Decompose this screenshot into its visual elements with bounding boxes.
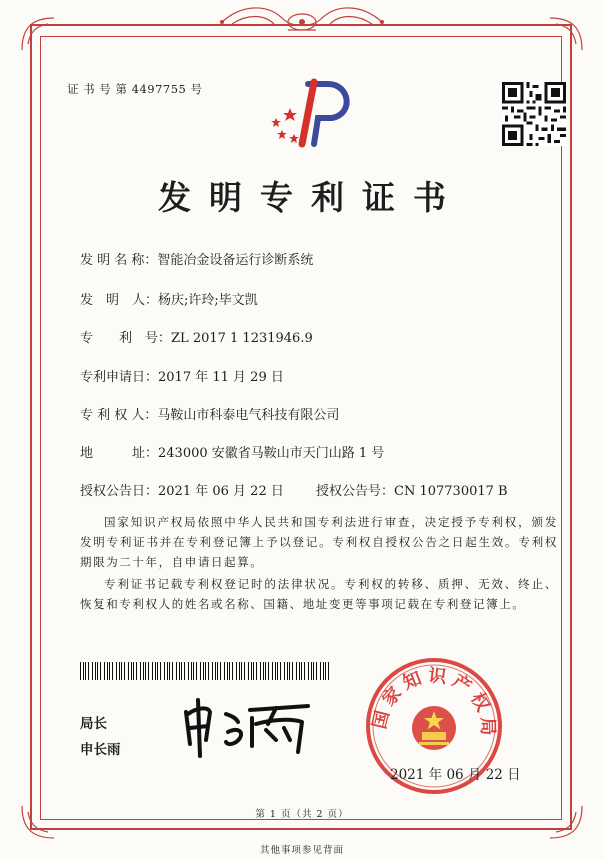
invention-name-row bbox=[80, 249, 313, 268]
patentee-row bbox=[80, 404, 339, 423]
certificate-number: 证 书 号 第 4497755 号 bbox=[67, 82, 203, 96]
patent-number-label: 专 利 号： bbox=[80, 331, 172, 346]
grant-number-row bbox=[316, 480, 508, 499]
grant-date-value: 2021 年 06 月 22 日 bbox=[158, 484, 284, 499]
invention-name-value: 智能冶金设备运行诊断系统 bbox=[157, 253, 314, 268]
back-note: 其他事项参见背面 bbox=[259, 845, 344, 856]
signature-icon bbox=[180, 696, 318, 758]
grant-date-row bbox=[80, 480, 284, 499]
address-row bbox=[80, 442, 384, 461]
patent-number-row bbox=[80, 327, 313, 346]
grant-number-label: 授权公告号： bbox=[316, 484, 395, 499]
inventor-row bbox=[80, 289, 258, 308]
address-value: 243000 安徽省马鞍山市天门山路 1 号 bbox=[158, 446, 385, 461]
grant-date-label: 授权公告日： bbox=[80, 484, 159, 499]
certificate-title: 发明专利证书 bbox=[158, 178, 464, 217]
cnipa-logo-icon bbox=[262, 74, 362, 149]
body-paragraph: 国家知识产权局依照中华人民共和国专利法进行审查，决定授予专利权，颁发发明专利证书并在专利登记簿上予以登记。专利权自授权公告之日起生效。专利权期限为二十年，自申请日起算。 bbox=[80, 515, 558, 569]
patentee-label: 专 利 权 人： bbox=[80, 408, 158, 423]
grant-number-value: CN 107730017 B bbox=[394, 484, 508, 499]
body-paragraph: 专利证书记载专利权登记时的法律状况。专利权的转移、质押、无效、终止、恢复和专利权人的姓名或名称、国籍、地址变更等事项记载在专利登记簿上。 bbox=[80, 577, 558, 611]
patent-number-value: ZL 2017 1 1231946.9 bbox=[171, 331, 313, 346]
corner-ornament-icon bbox=[546, 14, 586, 54]
invention-name-label: 发 明 名 称： bbox=[80, 253, 158, 268]
seal-date: 2021 年 06 月 22 日 bbox=[390, 767, 521, 783]
patentee-value: 马鞍山市科泰电气科技有限公司 bbox=[157, 408, 340, 423]
address-label: 地 址： bbox=[80, 446, 159, 461]
signatory-name: 申长雨 bbox=[80, 742, 121, 758]
qr-code-icon bbox=[502, 82, 566, 146]
top-ornament-icon bbox=[212, 2, 392, 36]
page-number: 第 1 页（共 2 页） bbox=[255, 809, 349, 820]
seal-text: 国家知识产权局 bbox=[369, 665, 499, 741]
filing-date-value: 2017 年 11 月 29 日 bbox=[158, 370, 284, 385]
barcode-icon bbox=[80, 662, 332, 680]
filing-date-row bbox=[80, 366, 284, 385]
inventor-label: 发 明 人： bbox=[80, 293, 159, 308]
inventor-value: 杨庆;许玲;毕文凯 bbox=[158, 293, 258, 308]
corner-ornament-icon bbox=[18, 14, 58, 54]
signatory-title: 局长 bbox=[80, 716, 107, 732]
filing-date-label: 专利申请日： bbox=[80, 370, 159, 385]
